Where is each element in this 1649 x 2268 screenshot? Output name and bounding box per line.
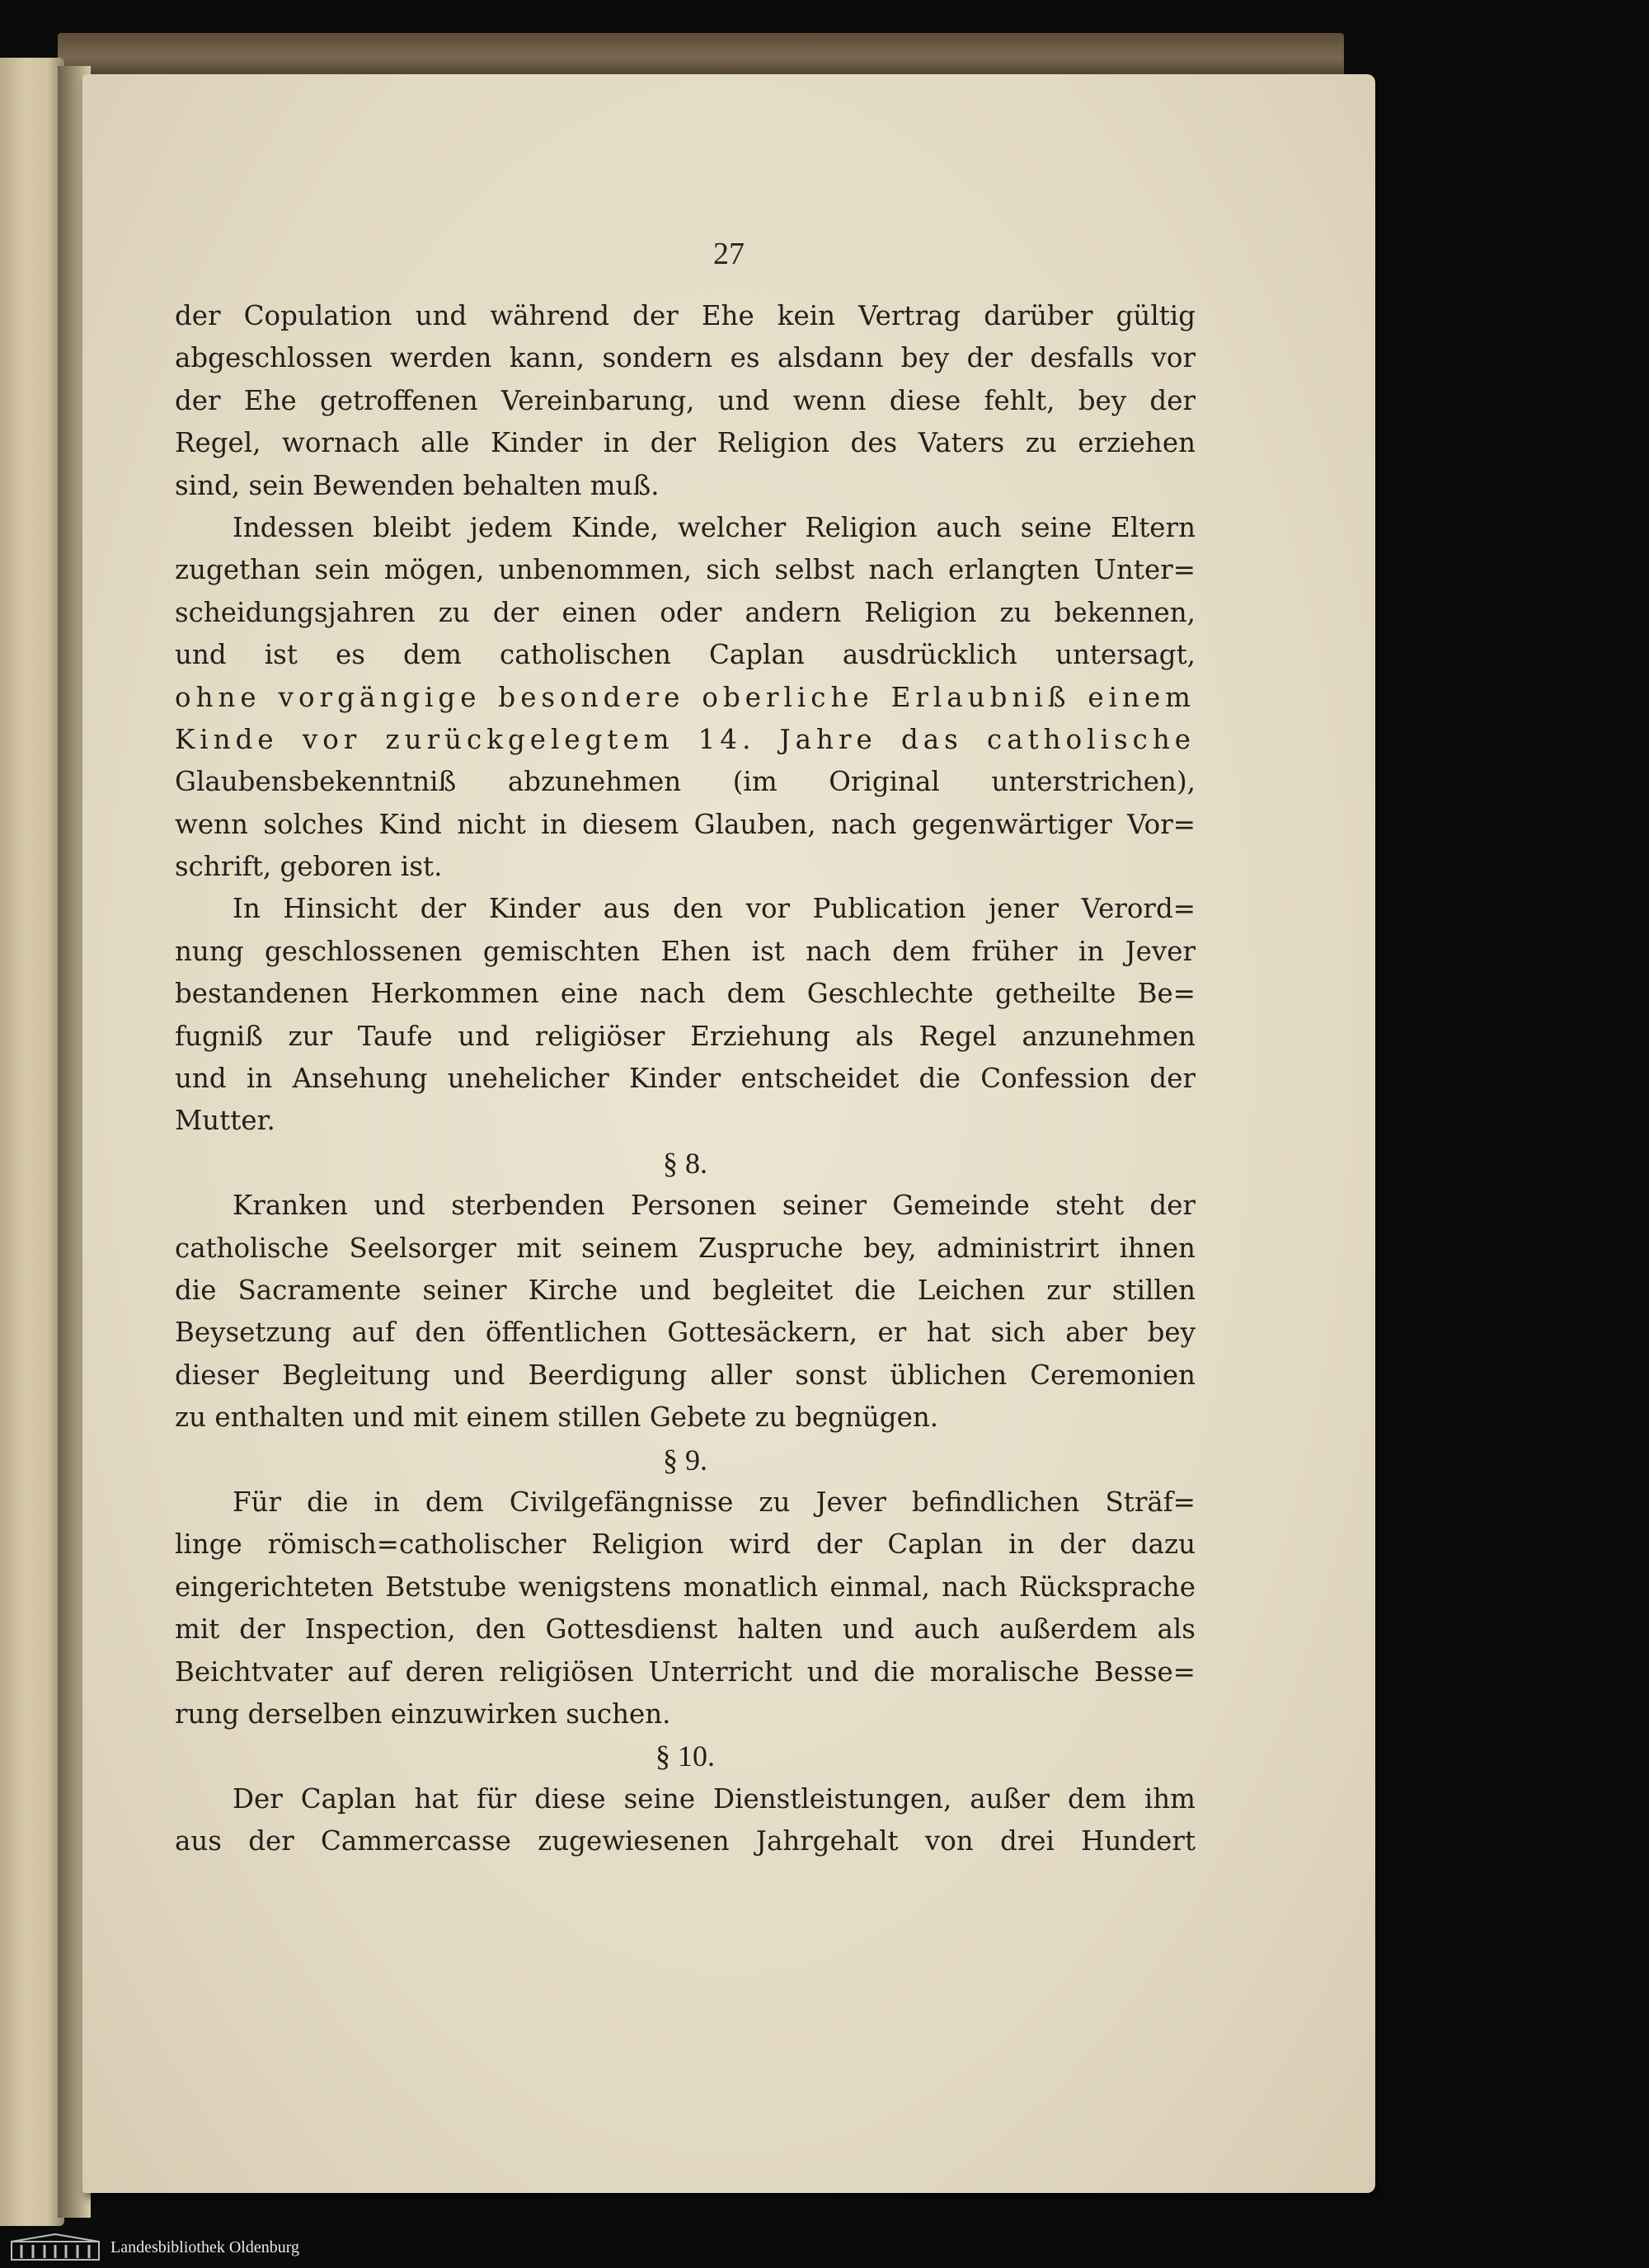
text-line: linge römisch=catholischer Religion wird der Caplan in der dazu — [175, 1528, 1196, 1561]
text-line: und in Ansehung unehelicher Kinder entscheidet die Confession der — [175, 1063, 1196, 1095]
text-line: Regel, wornach alle Kinder in der Religion des Vaters zu erziehen — [175, 427, 1196, 459]
footer-bar — [0, 2227, 1649, 2268]
library-name: Landesbibliothek Oldenburg — [110, 2238, 300, 2256]
text-line: Beysetzung auf den öffentlichen Gottesäckern, er hat sich aber bey — [175, 1317, 1196, 1349]
text-line: und ist es dem catholischen Caplan ausdrücklich untersagt, — [175, 639, 1196, 671]
text-line: abgeschlossen werden kann, sondern es alsdann bey der desfalls vor — [175, 342, 1196, 374]
text-line: mit der Inspection, den Gottesdienst halten und auch außerdem als — [175, 1613, 1196, 1646]
page-text — [175, 295, 1196, 1862]
section-heading-9: § 9. — [663, 1443, 707, 1477]
text-line: wenn solches Kind nicht in diesem Glauben, nach gegenwärtiger Vor= — [175, 808, 1196, 840]
text-line: sind, sein Bewenden behalten muß. — [175, 469, 660, 501]
section-heading-8: § 8. — [663, 1146, 707, 1180]
paragraph-start-line: In Hinsicht der Kinder aus den vor Publication jener Verord= — [233, 893, 1196, 925]
text-line: rung derselben einzuwirken suchen. — [175, 1697, 671, 1730]
text-line: der Copulation und während der Ehe kein Vertrag darüber gültig — [175, 300, 1196, 331]
page-number: 27 — [713, 237, 745, 271]
paragraph-start-line: Kranken und sterbenden Personen seiner Gemeinde steht der — [233, 1190, 1196, 1222]
text-line: dieser Begleitung und Beerdigung aller sonst üblichen Ceremonien — [175, 1359, 1196, 1391]
text-line: bestandenen Herkommen eine nach dem Geschlechte getheilte Be= — [175, 978, 1196, 1010]
text-line: eingerichteten Betstube wenigstens monatlich einmal, nach Rücksprache — [175, 1571, 1196, 1603]
paragraph-start-line: Indessen bleibt jedem Kinde, welcher Religion auch seine Eltern — [233, 511, 1196, 543]
text-line-emphasized: Kinde vor zurückgelegtem 14. Jahre das catholische — [175, 723, 1196, 755]
left-facing-page — [0, 58, 64, 2226]
text-line: Beichtvater auf deren religiösen Unterricht und die moralische Besse= — [175, 1655, 1196, 1688]
text-line: zu enthalten und mit einem stillen Gebete zu begnügen. — [175, 1402, 939, 1434]
text-line: Mutter. — [175, 1105, 275, 1137]
text-line: aus der Cammercasse zugewiesenen Jahrgehalt von drei Hundert — [175, 1825, 1196, 1857]
text-line-emphasized: Glaubensbekenntniß abzunehmen (im Original unterstrichen), — [175, 766, 1196, 798]
text-line: nung geschlossenen gemischten Ehen ist nach dem früher in Jever — [175, 935, 1196, 967]
text-line: scheidungsjahren zu der einen oder andern Religion zu bekennen, — [175, 596, 1196, 628]
text-line: zugethan sein mögen, unbenommen, sich selbst nach erlangten Unter= — [175, 554, 1196, 586]
text-line: fugniß zur Taufe und religiöser Erziehung als Regel anzunehmen — [175, 1020, 1196, 1052]
library-building-icon — [10, 2233, 101, 2261]
text-line: catholische Seelsorger mit seinem Zuspruche bey, administrirt ihnen — [175, 1232, 1196, 1264]
text-line: schrift, geboren ist. — [175, 851, 443, 883]
paragraph-start-line: Der Caplan hat für diese seine Dienstleistungen, außer dem ihm — [233, 1782, 1196, 1815]
paragraph-start-line: Für die in dem Civilgefängnisse zu Jever befindlichen Sträf= — [233, 1486, 1196, 1518]
text-line-emphasized: ohne vorgängige besondere oberliche Erlaubniß einem — [175, 681, 1196, 713]
book-page — [82, 74, 1375, 2193]
section-heading-10: § 10. — [655, 1740, 715, 1773]
text-line: die Sacramente seiner Kirche und begleitet die Leichen zur stillen — [175, 1274, 1196, 1306]
text-line: der Ehe getroffenen Vereinbarung, und wenn diese fehlt, bey der — [175, 384, 1196, 416]
